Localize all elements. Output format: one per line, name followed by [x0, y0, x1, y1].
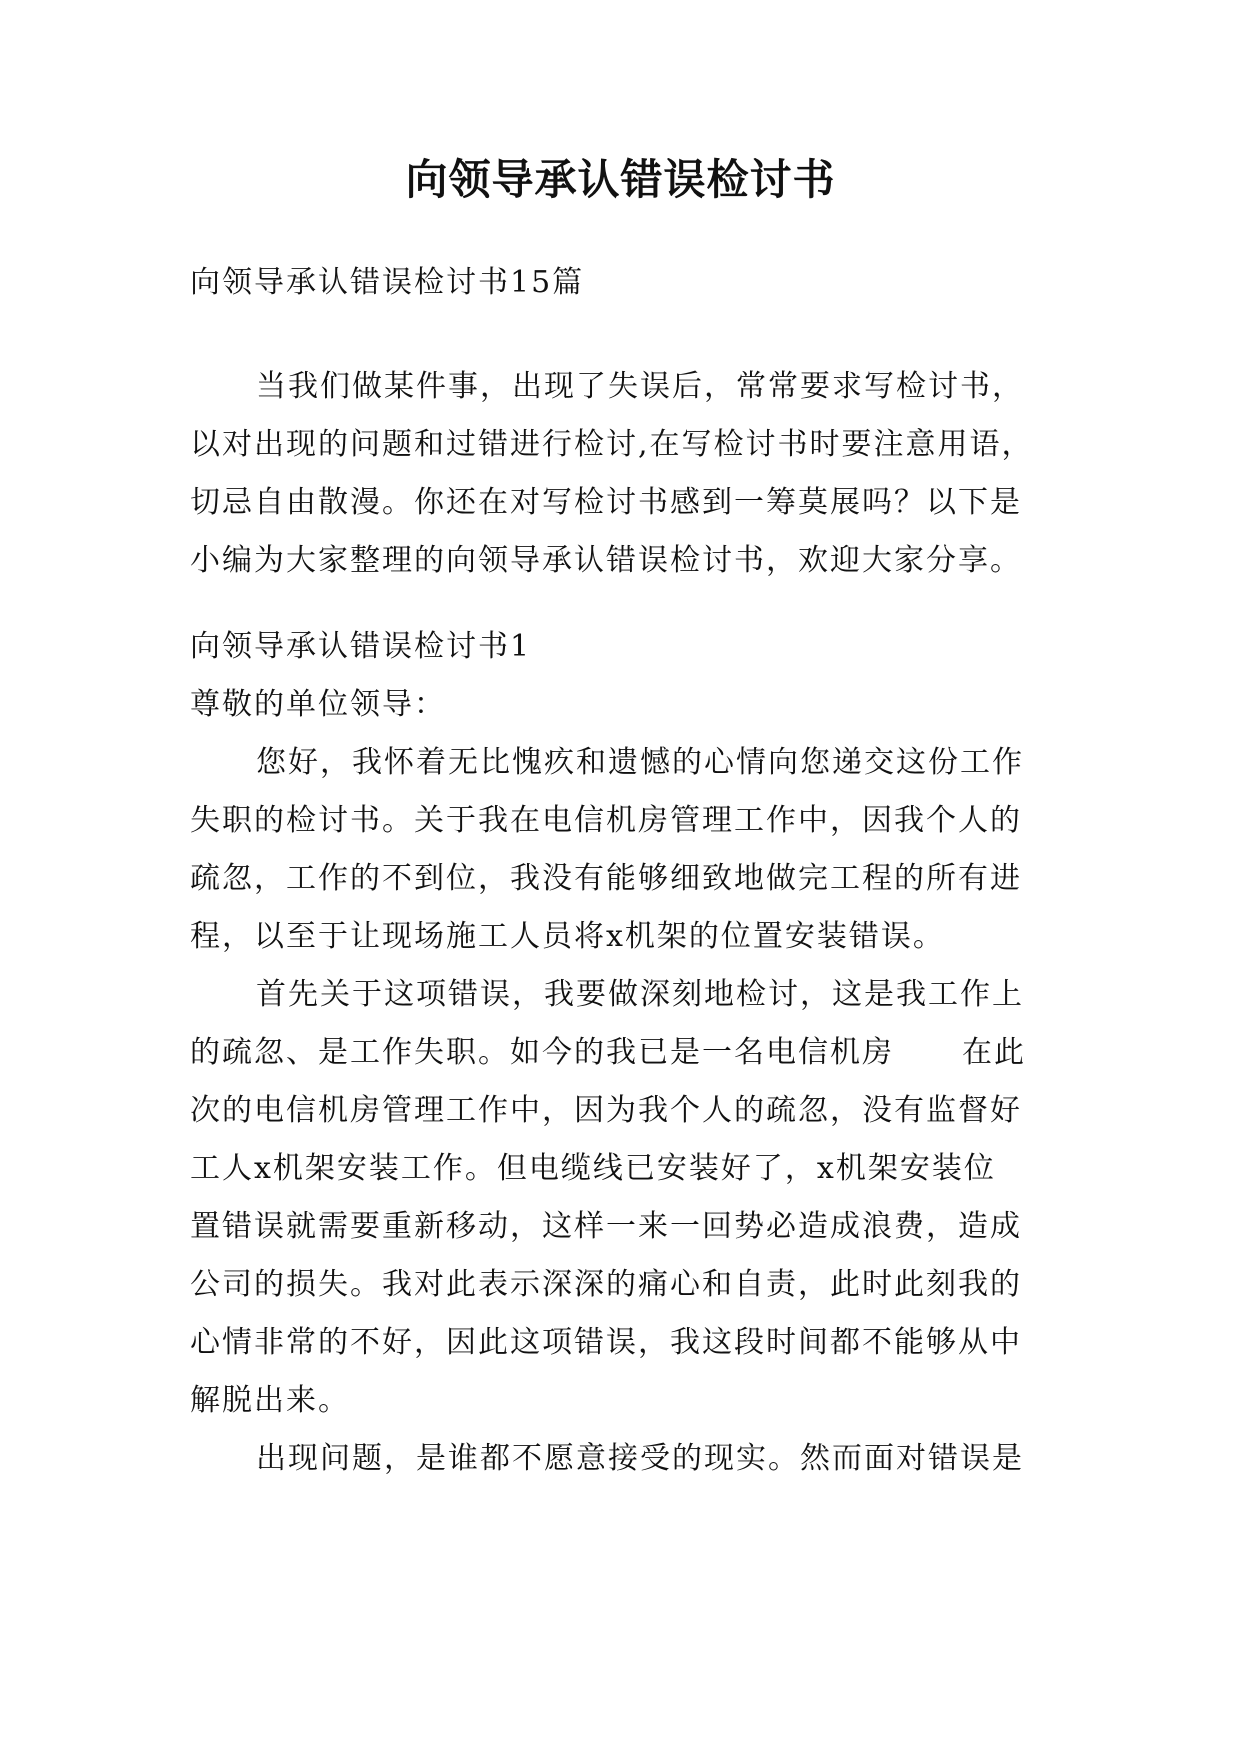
- paragraph-line: 出现问题，是谁都不愿意接受的现实。然而面对错误是: [256, 1441, 1024, 1476]
- document-subtitle: [190, 254, 1055, 312]
- section-block: [190, 618, 1055, 1488]
- line-part: 在此: [962, 1035, 1026, 1070]
- paragraph-line: 小编为大家整理的向领导承认错误检讨书，欢迎大家分享。: [190, 543, 1022, 578]
- paragraph-line: 当我们做某件事，出现了失误后，常常要求写检讨书，: [256, 369, 1024, 404]
- paragraph-line: [190, 1024, 1055, 1082]
- paragraph-line: 程，以至于让现场施工人员将x机架的位置安装错误。: [190, 919, 945, 954]
- line-part: 的疏忽、是工作失职。如今的我已是一名电信机房: [190, 1035, 894, 1070]
- document-title: 向领导承认错误检讨书: [405, 155, 836, 204]
- paragraph-line: 公司的损失。我对此表示深深的痛心和自责，此时此刻我的: [190, 1267, 1022, 1302]
- paragraph-line: 疏忽，工作的不到位，我没有能够细致地做完工程的所有进: [190, 861, 1022, 896]
- paragraph-line: 工人x机架安装工作。但电缆线已安装好了，x机架安装位: [190, 1151, 996, 1186]
- paragraph-line: 切忌自由散漫。你还在对写检讨书感到一筹莫展吗？以下是: [190, 485, 1022, 520]
- paragraph-line: 首先关于这项错误，我要做深刻地检讨，这是我工作上: [256, 977, 1024, 1012]
- subtitle-line: 向领导承认错误检讨书15篇: [190, 265, 585, 300]
- paragraph-line: 失职的检讨书。关于我在电信机房管理工作中，因我个人的: [190, 803, 1022, 838]
- paragraph-line: 心情非常的不好，因此这项错误，我这段时间都不能够从中: [190, 1325, 1022, 1360]
- paragraph-line: 以对出现的问题和过错进行检讨,在写检讨书时要注意用语，: [190, 427, 1034, 462]
- paragraph-line: 次的电信机房管理工作中，因为我个人的疏忽，没有监督好: [190, 1093, 1022, 1128]
- salutation: 尊敬的单位领导：: [190, 687, 446, 722]
- paragraph-line: 解脱出来。: [190, 1383, 350, 1418]
- intro-paragraph: [190, 358, 1055, 590]
- paragraph-line: 您好，我怀着无比愧疚和遗憾的心情向您递交这份工作: [256, 745, 1024, 780]
- paragraph-line: 置错误就需要重新移动，这样一来一回势必造成浪费，造成: [190, 1209, 1022, 1244]
- section-heading: 向领导承认错误检讨书1: [190, 629, 532, 664]
